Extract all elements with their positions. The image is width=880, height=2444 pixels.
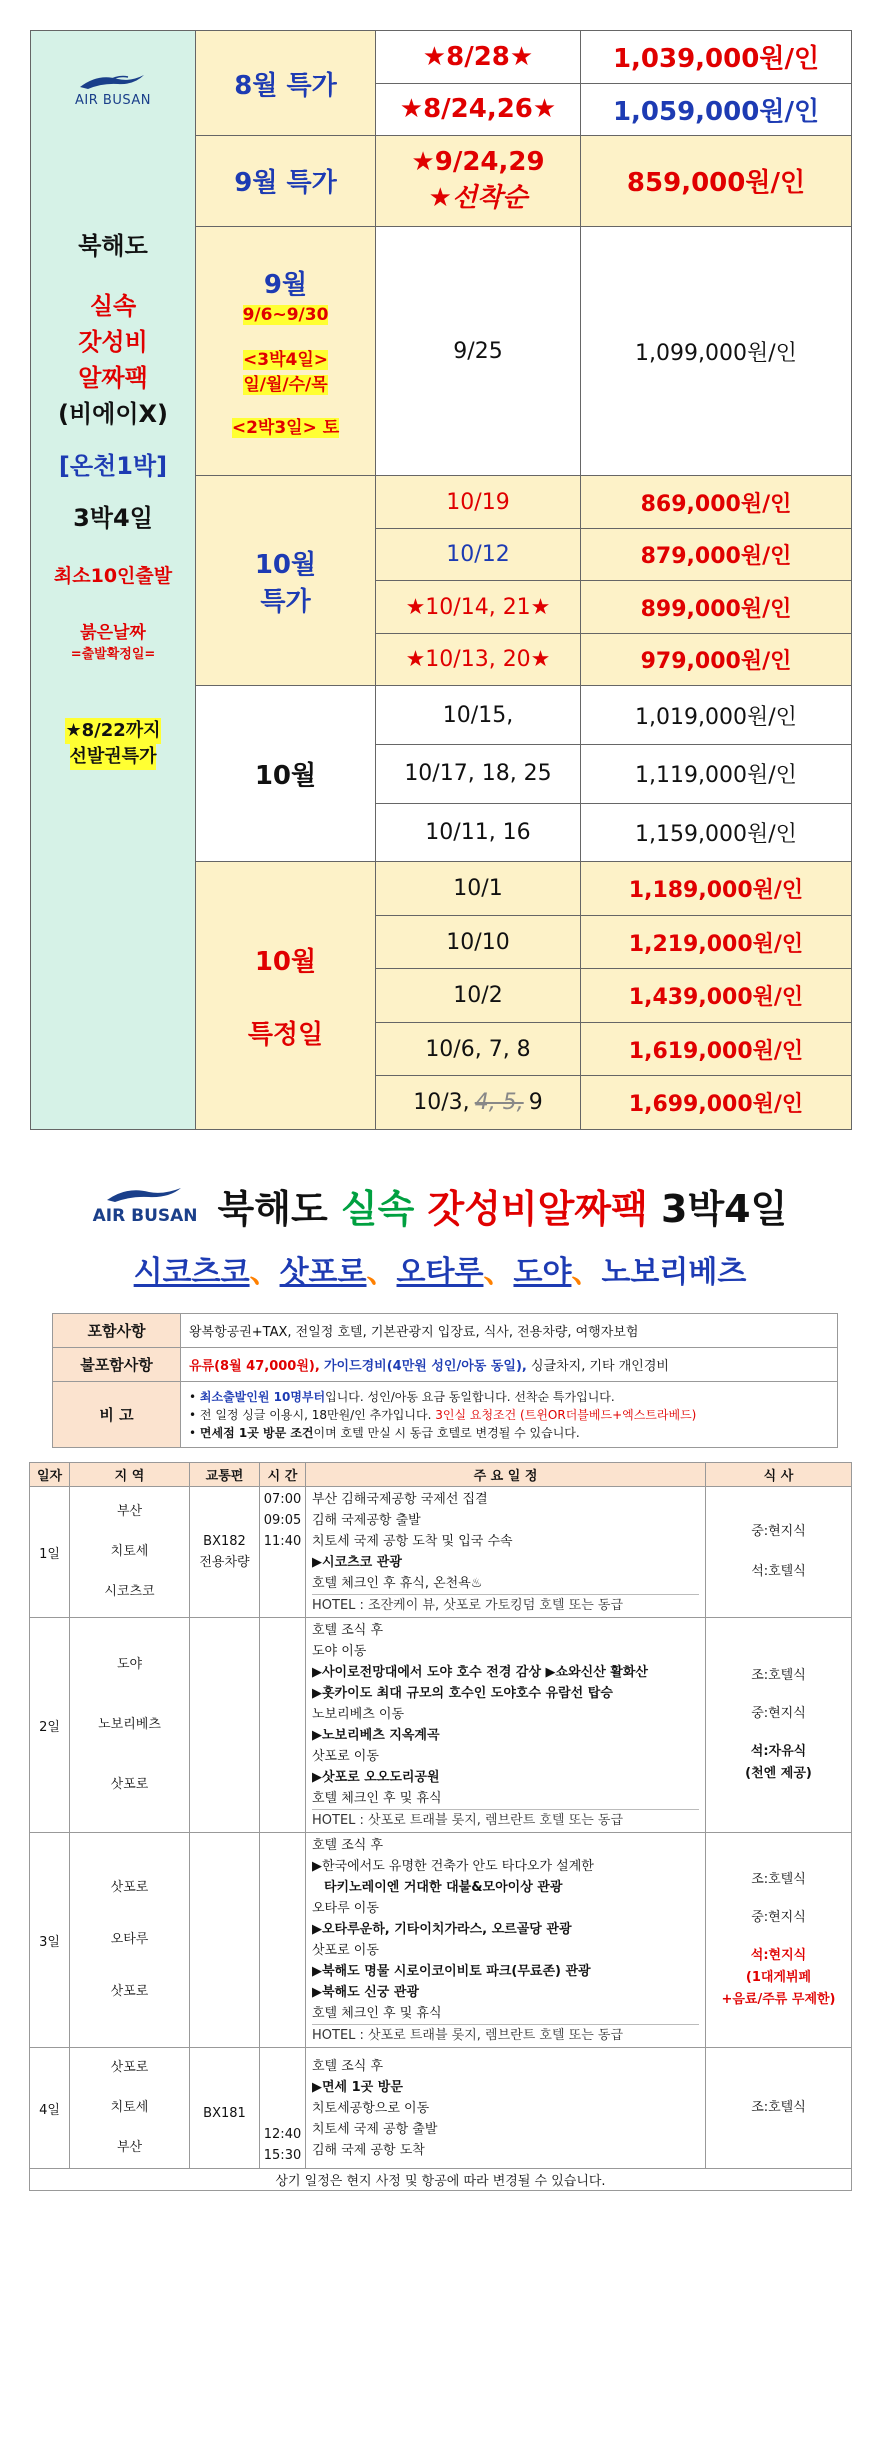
bird-icon	[105, 1184, 185, 1206]
aug-price-1: 1,039,000원/인	[581, 31, 852, 84]
oct-price-1: 1,019,000원/인	[581, 686, 852, 745]
day-row: 1일 부산 치토세 시코츠코 BX182 전용차량 07:00 09:05 11:40 부산 김해국제공항 국제선 집결 김해 국제공항 출발 치토세 국제 공항 도착 및 입국 수속 ▶시코츠코 관광 호텔 체크인 후 휴식, 온천욕♨ HOTEL : 조잔케이 뷰, 삿포로 가토킹덤 호텔 또는 동급 중:현지식 석:호텔식	[30, 1487, 852, 1618]
oct-peak-month-cell: 10월 특정일	[196, 862, 376, 1130]
left-line-red-dates: 붉은날짜	[80, 623, 146, 643]
oct-special-price-3: 899,000원/인	[581, 581, 852, 634]
left-line-min-people: 최소10인출발	[53, 565, 173, 587]
oct-date-2: 10/17, 18, 25	[376, 745, 581, 804]
info-table: 포함사항 왕복항공권+TAX, 전일정 호텔, 기본관광지 입장료, 식사, 전용차량, 여행자보험 불포함사항 유류(8월 47,000원), 가이드경비(4만원 성인/아동 동일), 싱글차지, 기타 개인경비 비 고 • 최소출발인원 10명부터입니다. 성인/아동 요금 동일합니다. 선착순 특가입니다. • 전 일정 싱글 이용시, 18만원/인 추가입니다. 3인실 요청조건 (트윈OR더블베드+엑스트라베드) • 면세점 1곳 방문 조건이며 호텔 만실 시 동급 호텔로 변경될 수 있습니다.	[52, 1313, 838, 1448]
oct-special-date-1: 10/19	[376, 476, 581, 529]
itinerary-section	[0, 1175, 880, 2191]
left-line-early-special: 선발권특가	[70, 744, 157, 770]
strikethrough-dates: 4, 5,	[474, 1090, 524, 1116]
oct-peak-price-3: 1,439,000원/인	[581, 969, 852, 1023]
sep-special-date-cell: ★9/24,29 ★선착순	[376, 136, 581, 227]
day-row: 4일 삿포로 치토세 부산 BX181 12:40 15:30 호텔 조식 후 ▶면세 1곳 방문 치토세공항으로 이동 치토세 국제 공항 출발 김해 국제 공항 도착 조:호텔식	[30, 2048, 852, 2169]
left-line-early-until: ★8/22까지	[65, 718, 160, 744]
left-line-duration: 3박4일	[73, 504, 153, 532]
oct-special-price-4: 979,000원/인	[581, 633, 852, 686]
left-line-silsok: 실속	[89, 292, 137, 320]
bird-icon	[78, 71, 148, 93]
itinerary-title: 북해도 실속 갓성비알짜팩 3박4일	[217, 1186, 788, 1231]
sep-special-month-cell: 9월 특가	[196, 136, 376, 227]
sep-date-cell: 9/25	[376, 226, 581, 475]
left-line-aljjapaek: 알짜팩	[78, 364, 148, 392]
oct-special-date-4: ★10/13, 20★	[376, 633, 581, 686]
left-line-gatsungbi: 갓성비	[78, 328, 148, 356]
sep-month-cell: 9월 9/6~9/30 <3박4일> 일/월/수/목 <2박3일> 토	[196, 226, 376, 475]
oct-month-cell: 10월	[196, 686, 376, 862]
notes-cell: • 최소출발인원 10명부터입니다. 성인/아동 요금 동일합니다. 선착순 특가입니다. • 전 일정 싱글 이용시, 18만원/인 추가입니다. 3인실 요청조건 (트윈OR더블베드+엑스트라베드) • 면세점 1곳 방문 조건이며 호텔 만실 시 동급 호텔로 변경될 수 있습니다.	[181, 1382, 838, 1448]
oct-special-date-3: ★10/14, 21★	[376, 581, 581, 634]
oct-peak-price-5: 1,699,000원/인	[581, 1076, 852, 1130]
schedule-footer-note: 상기 일정은 현지 사정 및 항공에 따라 변경될 수 있습니다.	[30, 2169, 852, 2191]
sep-special-price-cell: 859,000원/인	[581, 136, 852, 227]
oct-date-3: 10/11, 16	[376, 803, 581, 862]
day-row: 2일 도야 노보리베츠 삿포로 호텔 조식 후 도야 이동 ▶사이로전망대에서 도야 호수 전경 감상 ▶쇼와신산 활화산 ▶홋카이도 최대 규모의 호수인 도야호수 유람선 탑승 노보리베츠 이동 ▶노보리베츠 지옥계곡 삿포로 이동 ▶삿포로 오오도리공원 호텔 체크인 후 및 휴식 HOTEL : 삿포로 트래블 롯지, 렘브란트 호텔 또는 동급 조:호텔식 중:현지식 석:자유식 (천엔 제공)	[30, 1618, 852, 1833]
oct-date-1: 10/15,	[376, 686, 581, 745]
left-line-biei: (비에이X)	[58, 400, 168, 428]
oct-peak-price-4: 1,619,000원/인	[581, 1022, 852, 1076]
left-line-onsen: [온천1박]	[58, 452, 168, 480]
oct-peak-date-1: 10/1	[376, 862, 581, 916]
oct-special-price-2: 879,000원/인	[581, 528, 852, 581]
aug-date-2: ★8/24,26★	[376, 83, 581, 136]
oct-special-month-cell: 10월 특가	[196, 476, 376, 686]
oct-special-price-1: 869,000원/인	[581, 476, 852, 529]
schedule-table: 일자 지 역 교통편 시 간 주 요 일 정 식 사 1일 부산 치토세 시코츠코 BX182 전용차량 07:00 09:05 11:40 부산 김해국제공항 국제선 집결 김해 국제공항 출발 치토세 국제 공항 도착 및 입국 수속 ▶시코츠코 관광 호텔 체크인 후 휴식, 온천욕♨ HOTEL : 조잔케이 뷰, 삿포로 가토킹덤 호텔 또는 동급 중:현지식 석:호텔식 2일 도야 노보리베츠 삿포로 호텔 조식 후 도야 이동 ▶사이로전망대에서 도야 호수 전경 감상 ▶쇼와신산 활화산 ▶홋카이도 최대 규모의 호수인 도야호수 유람선 탑승 노보리베츠 이동 ▶노보리베츠 지옥계곡 삿포로 이동 ▶삿포로 오오도리공원 호텔 체크인 후 및 휴식 HOTEL : 삿포로 트래블 롯지, 렘브란트 호텔 또는 동급 조:호텔식 중:현지식 석:자유식 (천엔 제공) 3일 삿포로 오타루 삿포로 호텔 조식 후 ▶한국에서도 유명한 건축가 안도 타다오가 설계한 타키노레이엔 거대한 대불&모아이상 관광 오타루 이동 ▶오타루운하, 기타이치가라스, 오르골당 관광 삿포로 이동 ▶북해도 명물 시로이코이비토 파크(무료존) 관광 ▶북해도 신궁 관광 호텔 체크인 후 및 휴식 HOTEL : 삿포로 트래블 롯지, 렘브란트 호텔 또는 동급 조:호텔식 중:현지식 석:현지식 (1대게뷔페 +음료/주류 무제한) 4일 삿포로 치토세 부산 BX181 12:40 15:30 호텔 조식 후 ▶면세 1곳 방문 치토세공항으로 이동 치토세 국제 공항 출발 김해 국제 공항 도착 조:호텔식 상기 일정은 현지 사정 및 항공에 따라 변경될 수 있습니다.	[29, 1462, 852, 2191]
oct-peak-price-1: 1,189,000원/인	[581, 862, 852, 916]
oct-peak-price-2: 1,219,000원/인	[581, 915, 852, 969]
left-info-column	[31, 31, 196, 1130]
oct-special-date-2: 10/12	[376, 528, 581, 581]
oct-price-2: 1,119,000원/인	[581, 745, 852, 804]
aug-month-cell: 8월 특가	[196, 31, 376, 136]
aug-price-2: 1,059,000원/인	[581, 83, 852, 136]
air-busan-logo: AIR BUSAN	[75, 71, 151, 108]
oct-peak-date-2: 10/10	[376, 915, 581, 969]
oct-price-3: 1,159,000원/인	[581, 803, 852, 862]
left-line-confirmed: =출발확정일=	[70, 647, 156, 662]
price-table	[30, 30, 852, 1130]
oct-peak-date-5: 10/3, 4, 5, 9	[376, 1076, 581, 1130]
left-line-region: 북해도	[78, 232, 148, 260]
itinerary-logo: AIR BUSAN	[93, 1184, 198, 1226]
price-table-section	[30, 30, 851, 1130]
day-row: 3일 삿포로 오타루 삿포로 호텔 조식 후 ▶한국에서도 유명한 건축가 안도 타다오가 설계한 타키노레이엔 거대한 대불&모아이상 관광 오타루 이동 ▶오타루운하, 기타이치가라스, 오르골당 관광 삿포로 이동 ▶북해도 명물 시로이코이비토 파크(무료존) 관광 ▶북해도 신궁 관광 호텔 체크인 후 및 휴식 HOTEL : 삿포로 트래블 롯지, 렘브란트 호텔 또는 동급 조:호텔식 중:현지식 석:현지식 (1대게뷔페 +음료/주류 무제한)	[30, 1833, 852, 2048]
aug-date-1: ★8/28★	[376, 31, 581, 84]
include-text: 왕복항공권+TAX, 전일정 호텔, 기본관광지 입장료, 식사, 전용차량, 여행자보험	[181, 1314, 838, 1348]
sep-price-cell: 1,099,000원/인	[581, 226, 852, 475]
oct-peak-date-3: 10/2	[376, 969, 581, 1023]
itinerary-subtitle: 시코츠코、삿포로、오타루、도야、노보리베츠	[133, 1255, 747, 1290]
itinerary-header	[0, 1175, 880, 1235]
exclude-text: 유류(8월 47,000원), 가이드경비(4만원 성인/아동 동일), 싱글차지, 기타 개인경비	[181, 1348, 838, 1382]
oct-peak-date-4: 10/6, 7, 8	[376, 1022, 581, 1076]
